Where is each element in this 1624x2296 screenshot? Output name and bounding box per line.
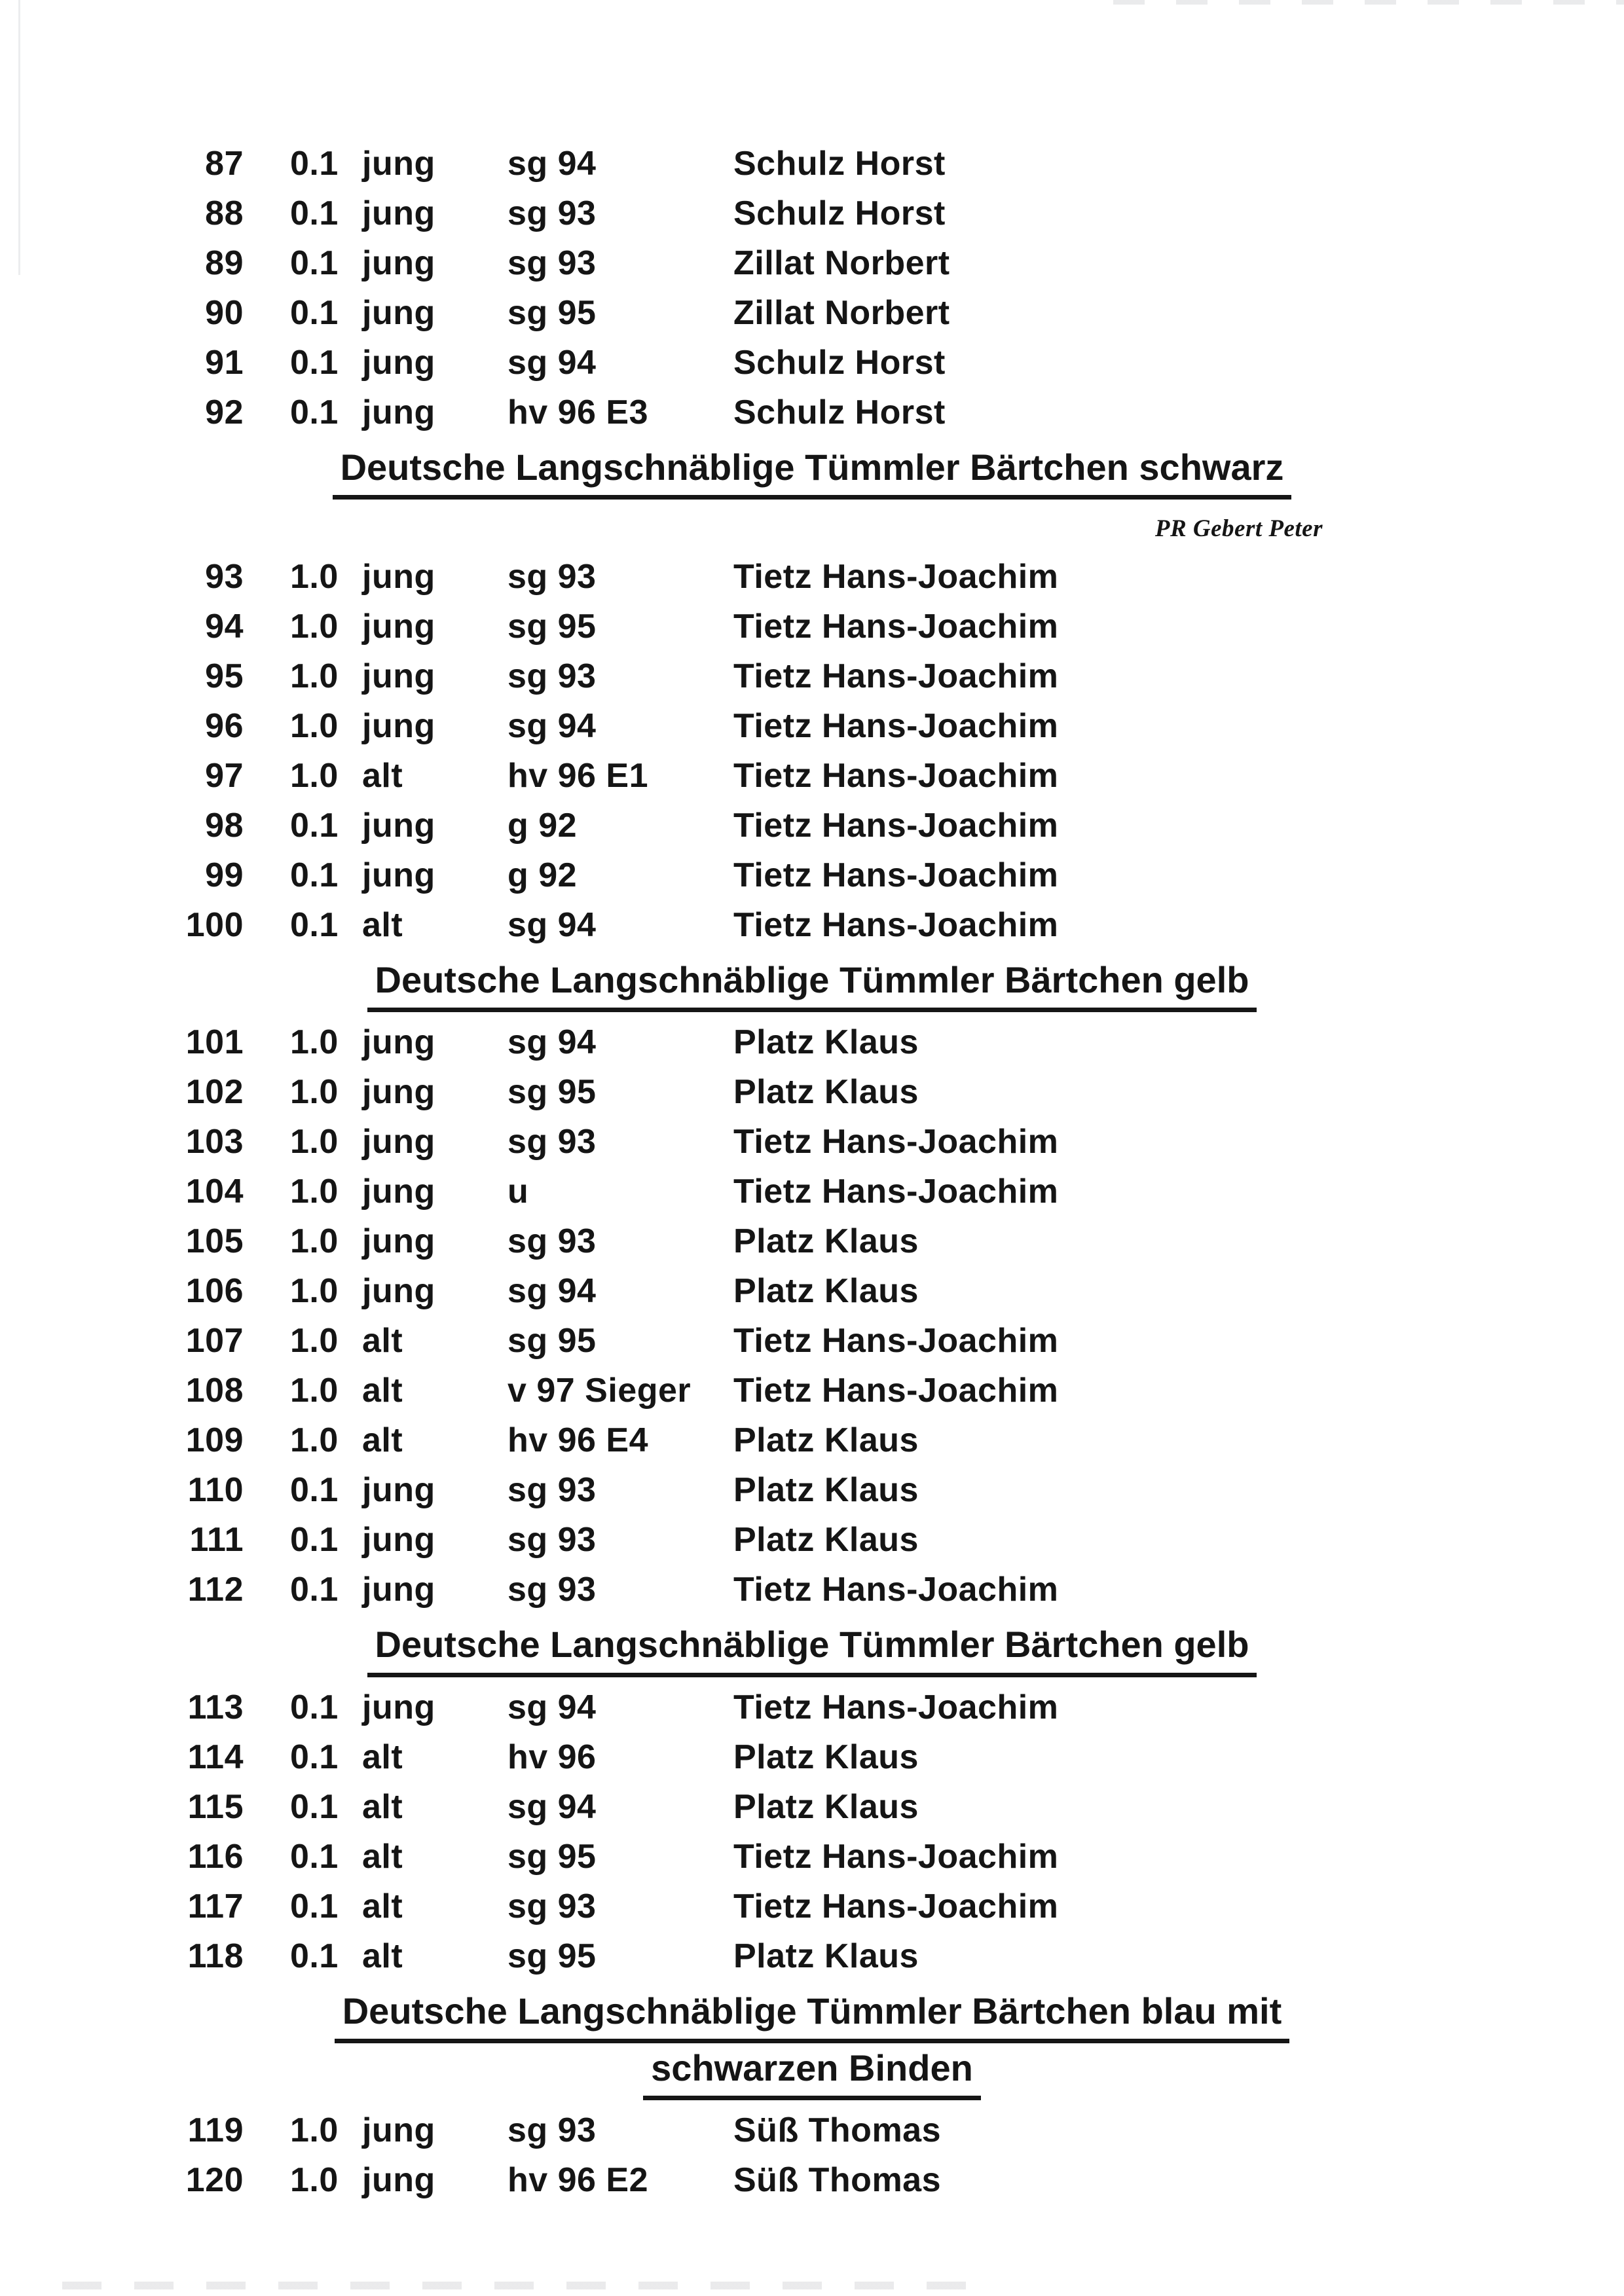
- sex-code: 0.1: [290, 1937, 339, 1975]
- sex-code: 1.0: [290, 558, 339, 596]
- age-class: alt: [362, 1937, 403, 1975]
- table-row: [0, 1465, 1624, 1515]
- age-class: jung: [362, 1571, 435, 1609]
- entry-number: 105: [185, 1222, 244, 1261]
- table-row: [0, 1415, 1624, 1465]
- score-value: sg 94: [507, 906, 597, 945]
- owner-name: Schulz Horst: [733, 393, 946, 431]
- age-class: jung: [362, 1222, 435, 1261]
- sex-code: 0.1: [290, 1887, 339, 1925]
- score-value: sg 94: [507, 1023, 597, 1062]
- score-value: sg 93: [507, 1521, 597, 1559]
- age-class: jung: [362, 807, 435, 845]
- heading-line: Deutsche Langschnäblige Tümmler Bärtchen gelb: [367, 1622, 1257, 1677]
- age-class: alt: [362, 1738, 403, 1776]
- entry-number: 110: [187, 1471, 244, 1510]
- age-class: alt: [362, 1887, 403, 1925]
- owner-name: Tietz Hans-Joachim: [733, 1887, 1059, 1925]
- table-row: [0, 1683, 1624, 1732]
- entry-number: 100: [185, 906, 244, 945]
- sex-code: 1.0: [290, 1123, 339, 1161]
- heading-line: Deutsche Langschnäblige Tümmler Bärtchen schwarz: [333, 445, 1292, 500]
- score-value: sg 94: [507, 145, 597, 183]
- sex-code: 1.0: [290, 1421, 339, 1460]
- sex-code: 0.1: [290, 194, 339, 232]
- score-value: sg 93: [507, 1571, 597, 1609]
- table-row: [0, 1017, 1624, 1067]
- entry-number: 92: [205, 393, 244, 431]
- entry-number: 113: [187, 1688, 244, 1726]
- owner-name: Tietz Hans-Joachim: [733, 707, 1059, 746]
- score-value: sg 93: [507, 1471, 597, 1510]
- score-value: hv 96: [507, 1738, 597, 1776]
- sex-code: 1.0: [290, 1372, 339, 1410]
- owner-name: Platz Klaus: [733, 1421, 919, 1460]
- table-row: [0, 1782, 1624, 1832]
- heading-line: schwarzen Binden: [643, 2046, 981, 2100]
- table-row: [0, 1515, 1624, 1565]
- owner-name: Platz Klaus: [733, 1222, 919, 1261]
- score-value: sg 95: [507, 1837, 597, 1876]
- entry-number: 104: [185, 1173, 244, 1211]
- owner-name: Süß Thomas: [733, 2160, 942, 2199]
- entry-number: 116: [187, 1837, 244, 1876]
- table-row: [0, 751, 1624, 801]
- sex-code: 1.0: [290, 657, 339, 696]
- table-row: [0, 1266, 1624, 1316]
- sex-code: 0.1: [290, 1738, 339, 1776]
- table-row: [0, 1832, 1624, 1882]
- table-row: [0, 1216, 1624, 1266]
- owner-name: Tietz Hans-Joachim: [733, 1837, 1059, 1876]
- entry-number: 109: [185, 1421, 244, 1460]
- catalog-list: [0, 139, 1624, 2205]
- score-value: hv 96 E3: [507, 393, 649, 431]
- age-class: alt: [362, 1837, 403, 1876]
- entry-number: 115: [187, 1787, 244, 1826]
- sex-code: 1.0: [290, 1073, 339, 1112]
- scan-artifact-bottom: [62, 2282, 966, 2289]
- score-value: sg 93: [507, 244, 597, 282]
- owner-name: Tietz Hans-Joachim: [733, 1372, 1059, 1410]
- table-row: [0, 1882, 1624, 1931]
- entry-number: 99: [205, 856, 244, 895]
- sex-code: 0.1: [290, 145, 339, 183]
- owner-name: Platz Klaus: [733, 1023, 919, 1062]
- score-value: sg 93: [507, 657, 597, 696]
- score-value: sg 95: [507, 294, 597, 332]
- breed-section-heading: [0, 1981, 1624, 2105]
- owner-name: Tietz Hans-Joachim: [733, 1571, 1059, 1609]
- sex-code: 0.1: [290, 294, 339, 332]
- entry-number: 98: [205, 807, 244, 845]
- age-class: alt: [362, 1421, 403, 1460]
- age-class: alt: [362, 1787, 403, 1826]
- score-value: sg 95: [507, 1322, 597, 1360]
- entry-number: 119: [187, 2111, 244, 2149]
- entry-number: 107: [185, 1322, 244, 1360]
- score-value: sg 95: [507, 1073, 597, 1112]
- score-value: sg 94: [507, 707, 597, 746]
- owner-name: Platz Klaus: [733, 1471, 919, 1510]
- score-value: sg 95: [507, 1937, 597, 1975]
- sex-code: 1.0: [290, 757, 339, 795]
- table-row: [0, 1366, 1624, 1415]
- age-class: alt: [362, 757, 403, 795]
- age-class: jung: [362, 294, 435, 332]
- sex-code: 1.0: [290, 1023, 339, 1062]
- score-value: g 92: [507, 856, 578, 895]
- sex-code: 0.1: [290, 1521, 339, 1559]
- score-value: sg 94: [507, 1787, 597, 1826]
- sex-code: 1.0: [290, 2111, 339, 2149]
- table-row: [0, 388, 1624, 437]
- age-class: jung: [362, 1471, 435, 1510]
- entry-number: 118: [187, 1937, 244, 1975]
- owner-name: Tietz Hans-Joachim: [733, 906, 1059, 945]
- scan-artifact-top: [1113, 0, 1624, 5]
- entry-number: 96: [205, 707, 244, 746]
- score-value: hv 96 E1: [507, 757, 649, 795]
- table-row: [0, 1316, 1624, 1366]
- owner-name: Tietz Hans-Joachim: [733, 856, 1059, 895]
- age-class: jung: [362, 1688, 435, 1726]
- owner-name: Zillat Norbert: [733, 294, 950, 332]
- owner-name: Platz Klaus: [733, 1073, 919, 1112]
- owner-name: Platz Klaus: [733, 1937, 919, 1975]
- age-class: jung: [362, 145, 435, 183]
- sex-code: 0.1: [290, 1688, 339, 1726]
- table-row: [0, 1931, 1624, 1981]
- score-value: sg 94: [507, 344, 597, 382]
- sex-code: 0.1: [290, 1837, 339, 1876]
- entry-number: 93: [205, 558, 244, 596]
- table-row: [0, 1732, 1624, 1782]
- owner-name: Süß Thomas: [733, 2111, 942, 2149]
- table-row: [0, 1565, 1624, 1614]
- owner-name: Platz Klaus: [733, 1521, 919, 1559]
- table-row: [0, 850, 1624, 900]
- age-class: jung: [362, 608, 435, 646]
- age-class: jung: [362, 1123, 435, 1161]
- table-row: [0, 701, 1624, 751]
- sex-code: 1.0: [290, 1322, 339, 1360]
- sex-code: 1.0: [290, 2160, 339, 2199]
- entry-number: 114: [187, 1738, 244, 1776]
- age-class: jung: [362, 194, 435, 232]
- score-value: g 92: [507, 807, 578, 845]
- sex-code: 1.0: [290, 707, 339, 746]
- owner-name: Tietz Hans-Joachim: [733, 807, 1059, 845]
- sex-code: 1.0: [290, 608, 339, 646]
- entry-number: 89: [205, 244, 244, 282]
- judge-note: PR Gebert Peter: [1154, 515, 1323, 542]
- entry-number: 117: [187, 1887, 244, 1925]
- sex-code: 0.1: [290, 1471, 339, 1510]
- age-class: alt: [362, 1322, 403, 1360]
- age-class: jung: [362, 2160, 435, 2199]
- table-row: [0, 1117, 1624, 1167]
- entry-number: 120: [185, 2160, 244, 2199]
- breed-section-heading: [0, 950, 1624, 1017]
- sex-code: 0.1: [290, 807, 339, 845]
- entry-number: 87: [205, 145, 244, 183]
- sex-code: 1.0: [290, 1222, 339, 1261]
- table-row: [0, 2105, 1624, 2155]
- age-class: jung: [362, 1521, 435, 1559]
- score-value: sg 93: [507, 1887, 597, 1925]
- entry-number: 101: [185, 1023, 244, 1062]
- owner-name: Schulz Horst: [733, 194, 946, 232]
- sex-code: 0.1: [290, 1787, 339, 1826]
- table-row: [0, 189, 1624, 238]
- age-class: jung: [362, 707, 435, 746]
- sex-code: 0.1: [290, 393, 339, 431]
- age-class: jung: [362, 2111, 435, 2149]
- score-value: hv 96 E2: [507, 2160, 649, 2199]
- table-row: [0, 2155, 1624, 2205]
- table-row: [0, 288, 1624, 338]
- sex-code: 0.1: [290, 1571, 339, 1609]
- sex-code: 1.0: [290, 1272, 339, 1311]
- entry-number: 88: [205, 194, 244, 232]
- age-class: jung: [362, 244, 435, 282]
- owner-name: Tietz Hans-Joachim: [733, 558, 1059, 596]
- entry-number: 95: [205, 657, 244, 696]
- owner-name: Tietz Hans-Joachim: [733, 608, 1059, 646]
- age-class: jung: [362, 1272, 435, 1311]
- entry-number: 112: [187, 1571, 244, 1609]
- table-row: [0, 1067, 1624, 1117]
- score-value: hv 96 E4: [507, 1421, 649, 1460]
- entry-number: 108: [185, 1372, 244, 1410]
- heading-line: Deutsche Langschnäblige Tümmler Bärtchen gelb: [367, 958, 1257, 1012]
- age-class: jung: [362, 1023, 435, 1062]
- entry-number: 102: [185, 1073, 244, 1112]
- heading-line: Deutsche Langschnäblige Tümmler Bärtchen blau mit: [335, 1989, 1290, 2043]
- age-class: jung: [362, 1173, 435, 1211]
- owner-name: Schulz Horst: [733, 145, 946, 183]
- owner-name: Tietz Hans-Joachim: [733, 1173, 1059, 1211]
- score-value: sg 94: [507, 1688, 597, 1726]
- age-class: alt: [362, 1372, 403, 1410]
- entry-number: 111: [189, 1521, 244, 1559]
- table-row: [0, 602, 1624, 651]
- breed-section-heading: [0, 437, 1624, 505]
- table-row: [0, 651, 1624, 701]
- owner-name: Tietz Hans-Joachim: [733, 1123, 1059, 1161]
- sex-code: 0.1: [290, 244, 339, 282]
- table-row: [0, 900, 1624, 950]
- table-row: [0, 238, 1624, 288]
- entry-number: 90: [205, 294, 244, 332]
- age-class: jung: [362, 1073, 435, 1112]
- breed-section-heading: [0, 1614, 1624, 1682]
- score-value: sg 93: [507, 1222, 597, 1261]
- owner-name: Tietz Hans-Joachim: [733, 1322, 1059, 1360]
- entry-number: 103: [185, 1123, 244, 1161]
- owner-name: Platz Klaus: [733, 1787, 919, 1826]
- table-row: [0, 801, 1624, 850]
- age-class: jung: [362, 558, 435, 596]
- score-value: sg 95: [507, 608, 597, 646]
- table-row: [0, 1167, 1624, 1216]
- sex-code: 1.0: [290, 1173, 339, 1211]
- owner-name: Zillat Norbert: [733, 244, 950, 282]
- table-row: [0, 139, 1624, 189]
- score-value: sg 93: [507, 558, 597, 596]
- owner-name: Tietz Hans-Joachim: [733, 657, 1059, 696]
- owner-name: Platz Klaus: [733, 1738, 919, 1776]
- age-class: jung: [362, 657, 435, 696]
- age-class: jung: [362, 856, 435, 895]
- entry-number: 94: [205, 608, 244, 646]
- table-row: [0, 552, 1624, 602]
- entry-number: 106: [185, 1272, 244, 1311]
- score-value: sg 94: [507, 1272, 597, 1311]
- score-value: sg 93: [507, 2111, 597, 2149]
- entry-number: 97: [205, 757, 244, 795]
- sex-code: 0.1: [290, 906, 339, 945]
- sex-code: 0.1: [290, 344, 339, 382]
- score-value: sg 93: [507, 1123, 597, 1161]
- owner-name: Tietz Hans-Joachim: [733, 757, 1059, 795]
- age-class: alt: [362, 906, 403, 945]
- owner-name: Schulz Horst: [733, 344, 946, 382]
- age-class: jung: [362, 344, 435, 382]
- sex-code: 0.1: [290, 856, 339, 895]
- table-row: [0, 338, 1624, 388]
- age-class: jung: [362, 393, 435, 431]
- owner-name: Platz Klaus: [733, 1272, 919, 1311]
- score-value: sg 93: [507, 194, 597, 232]
- score-value: u: [507, 1173, 529, 1211]
- entry-number: 91: [205, 344, 244, 382]
- score-value: v 97 Sieger: [507, 1372, 692, 1410]
- owner-name: Tietz Hans-Joachim: [733, 1688, 1059, 1726]
